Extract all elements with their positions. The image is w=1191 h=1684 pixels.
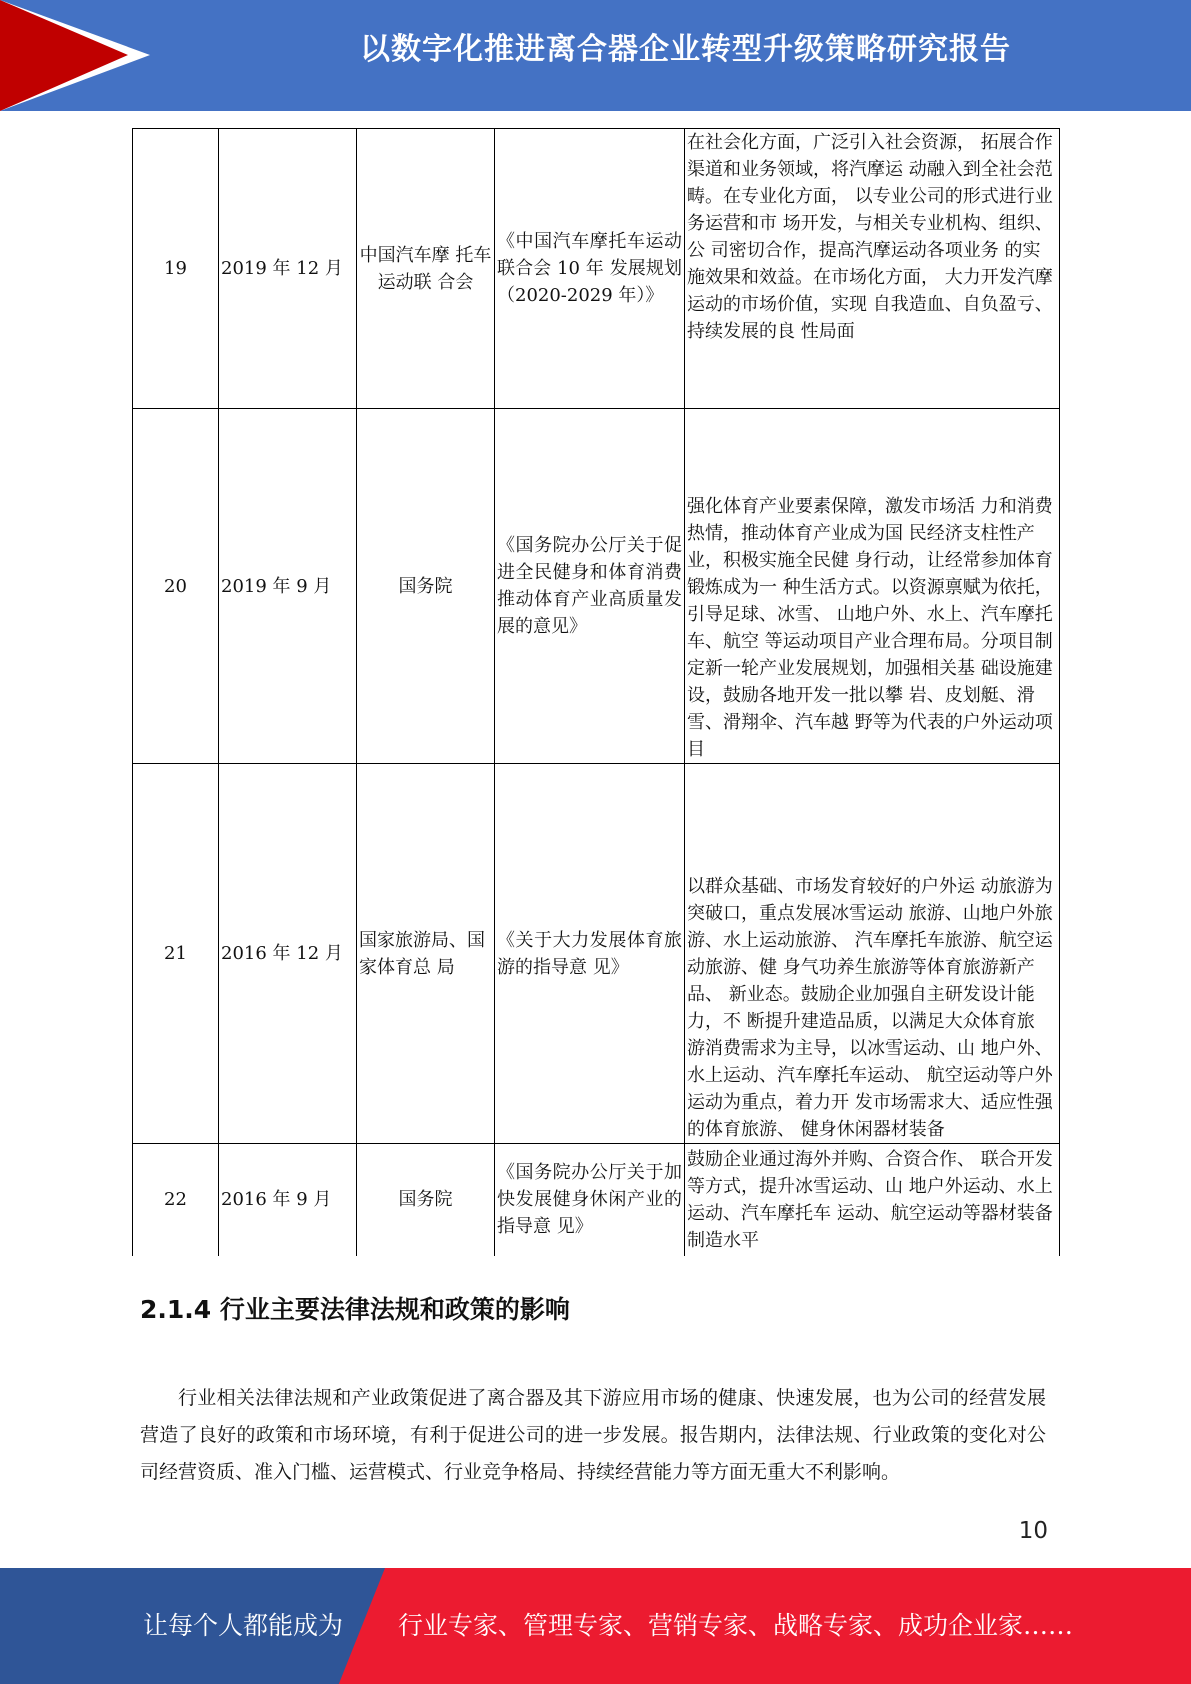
section-heading: 2.1.4 行业主要法律法规和政策的影响: [140, 1295, 570, 1324]
section-paragraph: 行业相关法律法规和产业政策促进了离合器及其下游应用市场的健康、快速发展，也为公司的经营发展营造了良好的政策和市场环境，有利于促进公司的进一步发展。报告期内，法律法规、行业政策的变化对公司经营资质、准入门槛、运营模式、行业竞争格局、持续经营能力等方面无重大不利影响。: [140, 1387, 1046, 1483]
row-number: 21: [133, 764, 219, 1144]
page-header: [0, 0, 1191, 111]
header-arrow-icon: [0, 0, 128, 111]
row-number: 19: [133, 129, 219, 409]
page-footer: [0, 1568, 1191, 1684]
row-policy-name: 《国务院办公厅关于加快发展健身休闲产业的指导意 见》: [495, 1144, 685, 1256]
row-number: 20: [133, 409, 219, 764]
table-row: [133, 764, 1060, 1144]
row-policy-content: 以群众基础、市场发育较好的户外运 动旅游为突破口，重点发展冰雪运动 旅游、山地户外旅游、水上运动旅游、 汽车摩托车旅游、航空运动旅游、健 身气功养生旅游等体育旅游新产品、 新业态。鼓励企业加强自主研发设计能力，不 断提升建造品质，以满足大众体育旅 游消费需求为主导，以冰雪运动、山 地户外、水上运动、汽车摩托车运动、 航空运动等户外运动为重点，着力开 发市场需求大、适应性强的体育旅游、 健身休闲器材装备: [685, 764, 1060, 1144]
row-policy-content: 鼓励企业通过海外并购、合资合作、 联合开发等方式，提升冰雪运动、山 地户外运动、水上运动、汽车摩托车 运动、航空运动等器材装备制造水平: [685, 1144, 1060, 1256]
row-organization: 中国汽车摩 托车运动联 合会: [357, 129, 495, 409]
row-policy-content: 在社会化方面，广泛引入社会资源， 拓展合作渠道和业务领域，将汽摩运 动融入到全社会范畴。在专业化方面， 以专业公司的形式进行业务运营和市 场开发，与相关专业机构、组织、公 司密切合作，提高汽摩运动各项业务 的实施效果和效益。在市场化方面， 大力开发汽摩运动的市场价值，实现 自我造血、自负盈亏、持续发展的良 性局面: [685, 129, 1060, 409]
row-date: 2019 年 9 月: [219, 409, 357, 764]
row-policy-name: 《中国汽车摩托车运动联合会 10 年 发展规划（2020-2029 年）》: [495, 129, 685, 409]
row-policy-name: 《关于大力发展体育旅游的指导意 见》: [495, 764, 685, 1144]
row-policy-content: 强化体育产业要素保障，激发市场活 力和消费热情，推动体育产业成为国 民经济支柱性产业，积极实施全民健 身行动，让经常参加体育锻炼成为一 种生活方式。以资源禀赋为依托，引导足球、冰雪、 山地户外、水上、汽车摩托车、航空 等运动项目产业合理布局。分项目制 定新一轮产业发展规划，加强相关基 础设施建设，鼓励各地开发一批以攀 岩、皮划艇、滑雪、滑翔伞、汽车越 野等为代表的户外运动项目: [685, 409, 1060, 764]
row-organization: 国务院: [357, 409, 495, 764]
row-policy-name: 《国务院办公厅关于促进全民健身和体育消费推动体育产业高质量发展的意见》: [495, 409, 685, 764]
row-organization: 国家旅游局、国家体育总 局: [357, 764, 495, 1144]
row-date: 2016 年 12 月: [219, 764, 357, 1144]
table-row: [133, 1144, 1060, 1256]
row-number: 22: [133, 1144, 219, 1256]
footer-slogan-right: 行业专家、管理专家、营销专家、战略专家、成功企业家……: [398, 1611, 1074, 1640]
table-row: [133, 409, 1060, 764]
row-date: 2016 年 9 月: [219, 1144, 357, 1256]
page-number: 10: [1018, 1518, 1048, 1544]
row-organization: 国务院: [357, 1144, 495, 1256]
policy-table: [132, 128, 1060, 1256]
row-date: 2019 年 12 月: [219, 129, 357, 409]
table-row: [133, 129, 1060, 409]
footer-slogan-left: 让每个人都能成为: [143, 1611, 344, 1640]
report-title: 以数字化推进离合器企业转型升级策略研究报告: [360, 32, 1011, 67]
